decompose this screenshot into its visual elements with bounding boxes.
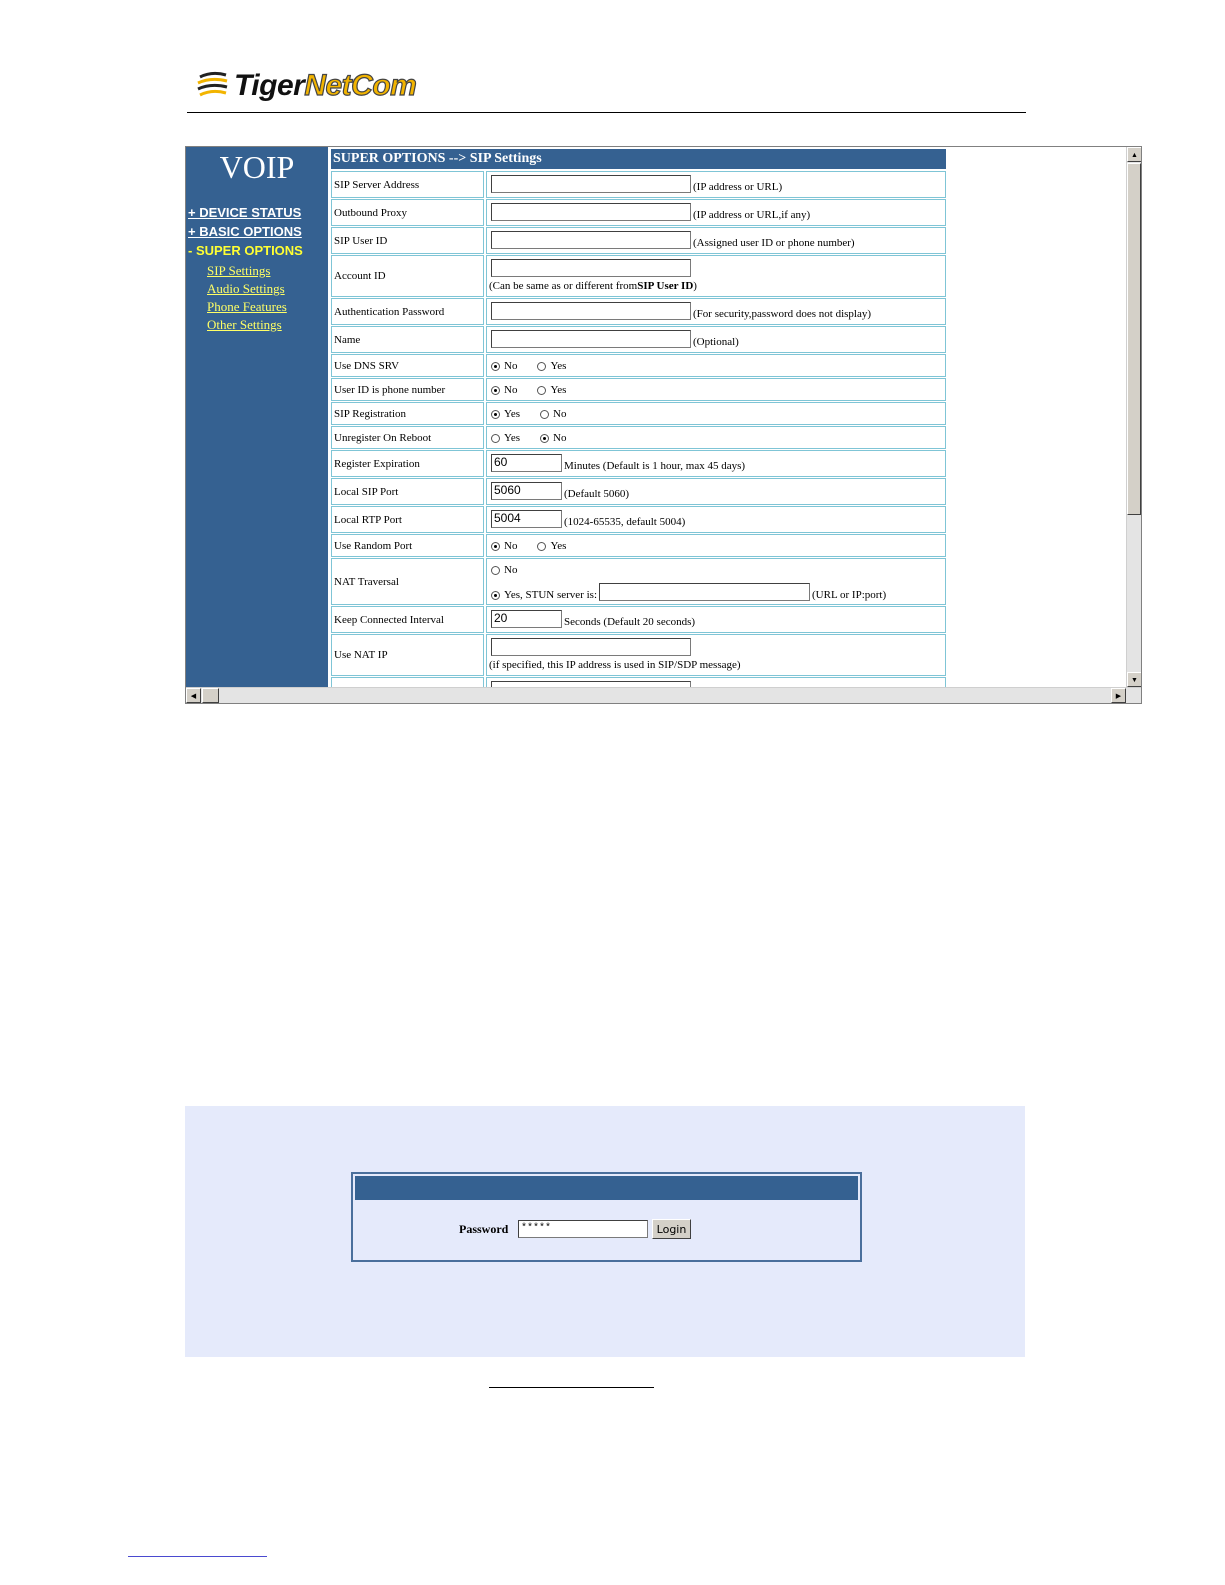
row-outbound-proxy: [331, 199, 946, 226]
register-expiration-input[interactable]: 60: [491, 454, 562, 472]
local-rtp-port-input[interactable]: 5004: [491, 510, 562, 528]
field-hint: (URL or IP:port): [812, 589, 887, 601]
scroll-right-icon[interactable]: ▶: [1111, 688, 1126, 703]
horizontal-scroll-thumb[interactable]: [202, 688, 219, 703]
keep-connected-interval-input[interactable]: 20: [491, 610, 562, 628]
radio-icon: [537, 542, 546, 551]
field-hint: (if specified, this IP address is used in SIP/SDP message): [489, 659, 741, 671]
field-hint: (Optional): [693, 336, 739, 348]
row-keep-connected-interval: [331, 606, 946, 633]
sidebar-title: VOIP: [219, 149, 295, 185]
vertical-scroll-thumb[interactable]: [1127, 163, 1141, 515]
settings-content: [330, 147, 1127, 687]
nat-traversal-stun-option[interactable]: Yes, STUN server is:: [491, 589, 597, 601]
row-local-sip-port: [331, 478, 946, 505]
field-label: SIP User ID: [331, 227, 484, 254]
sidebar: [186, 147, 328, 687]
row-use-nat-ip: [331, 634, 946, 676]
row-sip-user-id: [331, 227, 946, 254]
row-unregister-on-reboot: [331, 426, 946, 449]
field-label: Use DNS SRV: [331, 354, 484, 377]
field-hint: Seconds (Default 20 seconds): [564, 616, 696, 628]
nav-device-status[interactable]: + DEVICE STATUS: [188, 205, 302, 220]
unregister-no-option[interactable]: No: [540, 432, 566, 444]
field-hint-bold: SIP User ID: [637, 280, 694, 292]
row-use-random-port: [331, 534, 946, 557]
field-hint: (For security,password does not display): [693, 308, 872, 320]
field-label: SIP Registration: [331, 402, 484, 425]
stun-server-input[interactable]: [599, 583, 810, 601]
random-port-yes-option[interactable]: Yes: [537, 540, 566, 552]
login-title-bar: [355, 1176, 858, 1200]
nav-sip-settings[interactable]: SIP Settings: [207, 263, 271, 278]
nav-basic-options[interactable]: + BASIC OPTIONS: [188, 224, 302, 239]
sip-server-address-input[interactable]: [491, 175, 691, 193]
nat-traversal-no-option[interactable]: No: [491, 564, 517, 576]
dns-srv-yes-option[interactable]: Yes: [537, 360, 566, 372]
name-input[interactable]: [491, 330, 691, 348]
sip-registration-yes-option[interactable]: Yes: [491, 408, 520, 420]
dns-srv-no-option[interactable]: No: [491, 360, 517, 372]
underline-rule: [489, 1387, 654, 1388]
password-label: Password: [459, 1222, 509, 1236]
authentication-password-input[interactable]: [491, 302, 691, 320]
row-local-rtp-port: [331, 506, 946, 533]
header-divider: [187, 112, 1026, 113]
row-register-expiration: [331, 450, 946, 477]
nav-phone-features[interactable]: Phone Features: [207, 299, 287, 314]
radio-icon: [491, 434, 500, 443]
user-id-phone-yes-option[interactable]: Yes: [537, 384, 566, 396]
outbound-proxy-input[interactable]: [491, 203, 691, 221]
field-label: Name: [331, 326, 484, 353]
field-hint: (IP address or URL,if any): [693, 209, 811, 221]
login-window: [185, 1106, 1025, 1357]
radio-icon: [537, 386, 546, 395]
field-hint: Minutes (Default is 1 hour, max 45 days): [564, 460, 746, 472]
field-hint: (IP address or URL): [693, 181, 783, 193]
logo-swoosh-icon: [196, 71, 230, 101]
scroll-left-icon[interactable]: ◀: [186, 688, 201, 703]
nav-audio-settings[interactable]: Audio Settings: [207, 281, 285, 296]
field-hint: ): [693, 280, 697, 292]
use-nat-ip-input[interactable]: [491, 638, 691, 656]
radio-icon: [537, 362, 546, 371]
unregister-yes-option[interactable]: Yes: [491, 432, 520, 444]
radio-selected-icon: [491, 410, 500, 419]
radio-selected-icon: [491, 591, 500, 600]
field-label: Register Expiration: [331, 450, 484, 477]
field-label: NAT Traversal: [331, 558, 484, 605]
random-port-no-option[interactable]: No: [491, 540, 517, 552]
scroll-up-icon[interactable]: ▲: [1127, 147, 1142, 162]
radio-selected-icon: [491, 542, 500, 551]
login-button[interactable]: Login: [652, 1219, 691, 1239]
row-nat-traversal: [331, 558, 946, 605]
password-input[interactable]: *****: [518, 1220, 648, 1238]
tigernetcom-logo: [196, 68, 416, 104]
radio-selected-icon: [491, 362, 500, 371]
nav-other-settings[interactable]: Other Settings: [207, 317, 282, 332]
field-label: Outbound Proxy: [331, 199, 484, 226]
radio-selected-icon: [540, 434, 549, 443]
field-label: User ID is phone number: [331, 378, 484, 401]
login-panel: [351, 1172, 862, 1262]
sip-registration-no-option[interactable]: No: [540, 408, 566, 420]
radio-icon: [540, 410, 549, 419]
page-title: SUPER OPTIONS --> SIP Settings: [331, 149, 946, 169]
account-id-input[interactable]: [491, 259, 691, 277]
field-label: Unregister On Reboot: [331, 426, 484, 449]
radio-selected-icon: [491, 386, 500, 395]
field-label: Authentication Password: [331, 298, 484, 325]
field-label: Local SIP Port: [331, 478, 484, 505]
logo-wordmark: TigerNetCom: [234, 69, 417, 102]
nav-super-options[interactable]: - SUPER OPTIONS: [188, 243, 303, 258]
row-partial: [331, 677, 946, 687]
field-label: Account ID: [331, 255, 484, 297]
sip-user-id-input[interactable]: [491, 231, 691, 249]
field-label: SIP Server Address: [331, 171, 484, 198]
row-authentication-password: [331, 298, 946, 325]
vertical-scrollbar[interactable]: [1126, 147, 1141, 687]
row-user-id-is-phone-number: [331, 378, 946, 401]
footnote-rule: [128, 1556, 267, 1557]
row-use-dns-srv: [331, 354, 946, 377]
sip-settings-window: [185, 146, 1142, 704]
local-sip-port-input[interactable]: 5060: [491, 482, 562, 500]
field-hint: (Default 5060): [564, 488, 630, 500]
row-account-id: [331, 255, 946, 297]
field-label: Keep Connected Interval: [331, 606, 484, 633]
field-label: Use NAT IP: [331, 634, 484, 676]
field-label: Local RTP Port: [331, 506, 484, 533]
field-hint: (Can be same as or different from: [489, 280, 638, 292]
row-name: [331, 326, 946, 353]
radio-icon: [491, 566, 500, 575]
row-sip-server-address: [331, 171, 946, 198]
scroll-down-icon[interactable]: ▼: [1127, 672, 1142, 687]
user-id-phone-no-option[interactable]: No: [491, 384, 517, 396]
field-hint: (Assigned user ID or phone number): [693, 237, 855, 249]
row-sip-registration: [331, 402, 946, 425]
horizontal-scrollbar[interactable]: [186, 687, 1142, 703]
field-hint: (1024-65535, default 5004): [564, 516, 686, 528]
field-label: Use Random Port: [331, 534, 484, 557]
